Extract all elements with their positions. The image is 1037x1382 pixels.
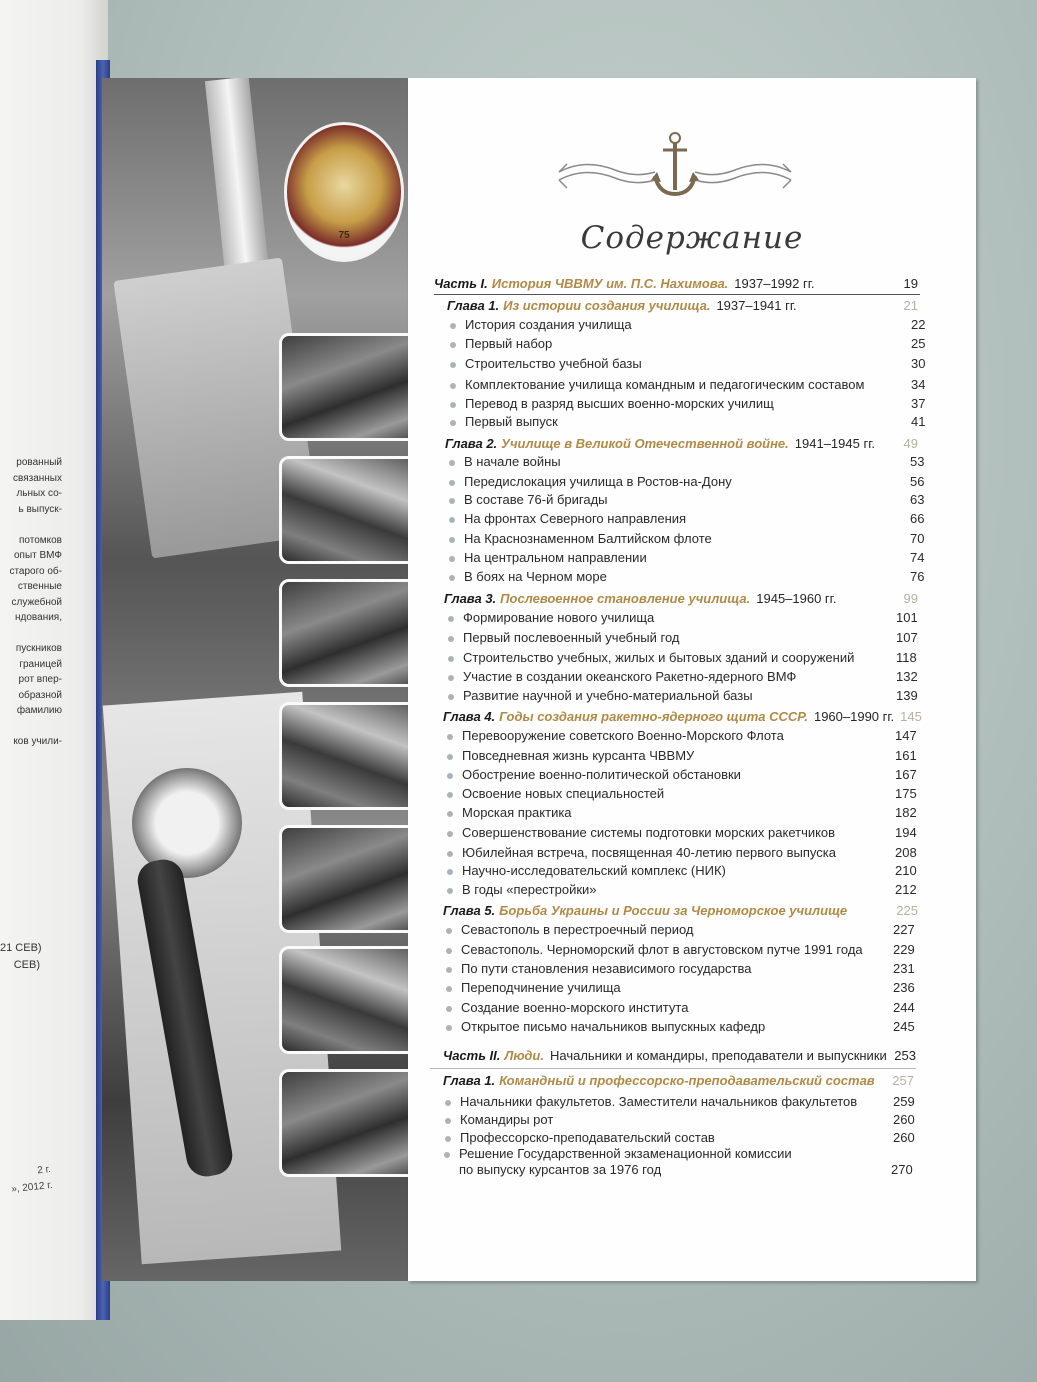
page-number: 76 (910, 569, 925, 584)
entry-title: Открытое письмо начальников выпускных кафедр (461, 1019, 766, 1034)
page-number: 49 (903, 436, 918, 451)
entry-title: Профессорско-преподавательский состав (460, 1130, 715, 1145)
entry-title: Севастополь в перестроечный период (461, 922, 694, 937)
page-number: 30 (911, 356, 926, 371)
photo-school-gates (279, 579, 419, 687)
page-number: 194 (895, 825, 917, 840)
heading-label: Глава 1. (443, 1073, 496, 1088)
page-number: 74 (910, 550, 925, 565)
entry-title: Повседневная жизнь курсанта ЧВВМУ (462, 748, 695, 763)
entry-title: Комплектование училища командным и педагогическим составом (465, 377, 865, 392)
heading-label: Глава 4. (443, 709, 496, 724)
page-number: 139 (896, 688, 918, 703)
page-number: 182 (895, 805, 917, 820)
heading-title: История ЧВВМУ им. П.С. Нахимова. (491, 276, 729, 291)
heading-label: Часть II. (443, 1048, 501, 1063)
heading-title: Послевоенное становление училища. (500, 591, 751, 606)
heading-years: 1937–1992 гг. (734, 276, 815, 291)
page-number: 260 (893, 1130, 915, 1145)
page-number: 22 (911, 317, 926, 332)
page-number: 161 (895, 748, 917, 763)
left-page-refs: 21 СЕВ) СЕВ) (0, 942, 42, 971)
page-number: 244 (893, 1000, 915, 1015)
entry-title-line1: Решение Государственной экзаменационной комиссии (459, 1146, 792, 1161)
entry-title: Передислокация училища в Ростов-на-Дону (464, 474, 732, 489)
page-number: 21 (903, 298, 918, 313)
page-number: 37 (911, 396, 926, 411)
entry-title: В составе 76-й бригады (464, 492, 608, 507)
entry-title: Строительство учебных, жилых и бытовых зданий и сооружений (463, 650, 855, 665)
heading-years: 1945–1960 гг. (756, 591, 837, 606)
page-number: 260 (893, 1112, 915, 1127)
page-number: 259 (893, 1094, 915, 1109)
page-number: 227 (893, 922, 915, 937)
heading-years: 1941–1945 гг. (794, 436, 875, 451)
medal-number: 75 (338, 230, 350, 241)
entry-title: На центральном направлении (464, 550, 647, 565)
photo-parade-cars (279, 702, 419, 810)
photo-cadets-studying (279, 333, 419, 441)
entry-title: В начале войны (464, 454, 561, 469)
heading-years: 1937–1941 гг. (716, 298, 797, 313)
page-number: 99 (903, 591, 918, 606)
page-title: Содержание (580, 220, 804, 256)
entry-title: Развитие научной и учебно-материальной базы (463, 688, 753, 703)
page-number: 208 (895, 845, 917, 860)
page-number: 225 (896, 903, 918, 918)
page-number: 118 (896, 650, 917, 665)
page-number: 63 (910, 492, 925, 507)
page-number: 212 (895, 882, 917, 897)
entry-title: Перевооружение советского Военно-Морского Флота (462, 728, 784, 743)
page-number: 257 (892, 1073, 914, 1088)
page-number: 270 (891, 1162, 913, 1177)
entry-title: Первый набор (465, 336, 553, 351)
heading-title: Из истории создания училища. (503, 298, 711, 313)
heading-title: Годы создания ракетно-ядерного щита СССР. (499, 709, 808, 724)
photo-officers-saluting (279, 946, 419, 1054)
page-number: 53 (910, 454, 925, 469)
photo-sailors-war (279, 456, 419, 564)
page-number: 167 (895, 767, 917, 782)
page-number: 70 (910, 531, 925, 546)
heading-title: Командный и профессорско-преподавательский состав (499, 1073, 875, 1088)
page-number: 175 (895, 786, 917, 801)
entry-title: Начальники факультетов. Заместители начальников факультетов (460, 1094, 858, 1109)
page-number: 253 (894, 1048, 916, 1063)
entry-title: Освоение новых специальностей (462, 786, 665, 801)
page-number: 147 (895, 728, 917, 743)
left-page (0, 0, 108, 1320)
entry-title: Обострение военно-политической обстановки (462, 767, 741, 782)
page-number: 41 (911, 414, 926, 429)
page-number: 107 (896, 630, 918, 645)
left-page-text: рованный связанных льных со- ь выпуск- потомков опыт ВМФ старого об- ственные служебной ндования, пускников границей рот впер- образной фамилию ков учили- (9, 457, 62, 747)
entry-title: По пути становления независимого государства (461, 961, 752, 976)
heading-label: Часть I. (434, 276, 488, 291)
anchor-ribbon-icon (555, 128, 795, 204)
heading-years: 1960–1990 гг. (813, 709, 895, 724)
entry-title: В годы «перестройки» (462, 882, 597, 897)
photo-officers-formation (279, 825, 419, 933)
entry-title: Участие в создании океанского Ракетно-ядерного ВМФ (463, 669, 797, 684)
entry-title: Научно-исследовательский комплекс (НИК) (462, 863, 726, 878)
page-number: 34 (911, 377, 926, 392)
entry-title: Юбилейная встреча, посвященная 40-летию первого выпуска (462, 845, 836, 860)
entry-title: Совершенствование системы подготовки морских ракетчиков (462, 825, 836, 840)
entry-title-line2: по выпуску курсантов за 1976 год (459, 1162, 662, 1177)
entry-title: Первый послевоенный учебный год (463, 630, 680, 645)
heading-title: Люди. (504, 1048, 544, 1063)
entry-title: Первый выпуск (465, 414, 558, 429)
page-number: 66 (910, 511, 925, 526)
page-number: 236 (893, 980, 915, 995)
heading-label: Глава 3. (444, 591, 497, 606)
entry-title: Переподчинение училища (461, 980, 621, 995)
page-number: 25 (911, 336, 926, 351)
entry-title: Строительство учебной базы (465, 356, 642, 371)
entry-title: Формирование нового училища (463, 610, 655, 625)
page-number: 229 (893, 942, 915, 957)
heading-title: Борьба Украины и России за Черноморское училище (499, 903, 848, 918)
entry-title: Командиры рот (460, 1112, 554, 1127)
heading-title: Училище в Великой Отечественной войне. (501, 436, 789, 451)
page-number: 101 (896, 610, 918, 625)
entry-title: На фронтах Северного направления (464, 511, 687, 526)
page-number: 56 (910, 474, 925, 489)
entry-title: Создание военно-морского института (461, 1000, 689, 1015)
entry-title: На Краснознаменном Балтийском флоте (464, 531, 712, 546)
entry-title: Севастополь. Черноморский флот в августовском путче 1991 года (461, 942, 863, 957)
page-number: 210 (895, 863, 917, 878)
anniversary-medal-icon (284, 122, 404, 262)
heading-years: Начальники и командиры, преподаватели и выпускники (549, 1048, 887, 1063)
page-number: 19 (903, 276, 918, 291)
page-number: 132 (896, 669, 918, 684)
photo-tribune (279, 1069, 419, 1177)
entry-title: Перевод в разряд высших военно-морских училищ (465, 396, 774, 411)
entry-title: История создания училища (465, 317, 632, 332)
entry-title: В боях на Черном море (464, 569, 607, 584)
page-number: 145 (900, 709, 922, 724)
left-page-years: 2 г. », 2012 г. (10, 1163, 54, 1196)
heading-label: Глава 2. (445, 436, 498, 451)
heading-label: Глава 1. (447, 298, 500, 313)
heading-label: Глава 5. (443, 903, 496, 918)
entry-title: Морская практика (462, 805, 572, 820)
page-number: 245 (893, 1019, 915, 1034)
contents-page (408, 78, 976, 1281)
page-number: 231 (893, 961, 915, 976)
